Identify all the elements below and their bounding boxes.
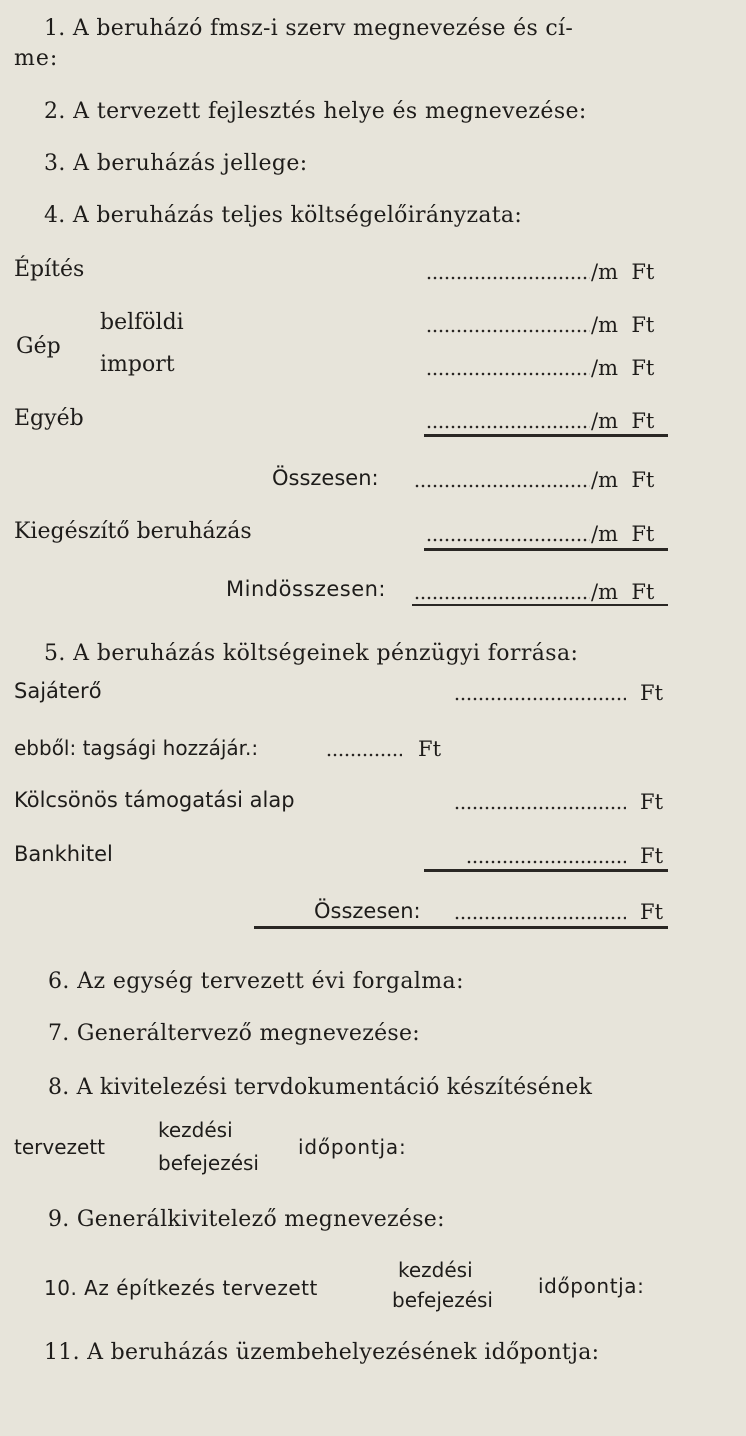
question-9: 9. Generálkivitelező megnevezése: xyxy=(48,1207,445,1232)
question-6: 6. Az egység tervezett évi forgalma: xyxy=(48,969,464,994)
source-bankhitel-label: Bankhitel xyxy=(14,842,113,866)
question-8: 8. A kivitelezési tervdokumentáció készítésének xyxy=(48,1075,593,1100)
question-8-befejezesi: befejezési xyxy=(158,1151,259,1175)
question-2: 2. A tervezett fejlesztés helye és megnevezése: xyxy=(44,99,587,124)
cost-egyeb-unit: /m Ft xyxy=(591,409,655,433)
cost-belfoldi-label: belföldi xyxy=(100,310,184,335)
cost-kiegeszito-label: Kiegészítő beruházás xyxy=(14,519,252,544)
source-osszesen-dots xyxy=(454,903,626,925)
source-osszesen-unit: Ft xyxy=(640,900,664,924)
question-7: 7. Generáltervező megnevezése: xyxy=(48,1021,421,1046)
cost-mindosszesen-unit: /m Ft xyxy=(591,580,655,604)
question-10-label: 10. Az építkezés tervezett xyxy=(44,1276,318,1300)
source-sajatero-label: Sajáterő xyxy=(14,679,102,703)
source-bankhitel-unit: Ft xyxy=(640,844,664,868)
source-total-rule xyxy=(254,926,668,929)
cost-mindosszesen-label: Mindösszesen: xyxy=(226,577,387,601)
cost-import-label: import xyxy=(100,352,175,377)
cost-osszesen-label: Összesen: xyxy=(272,466,379,490)
question-11: 11. A beruházás üzembehelyezésének időpontja: xyxy=(44,1340,600,1365)
source-ebbol-dots xyxy=(326,740,402,762)
cost-egyeb-label: Egyéb xyxy=(14,406,84,431)
source-sajatero-dots xyxy=(454,684,626,706)
cost-epites-label: Építés xyxy=(14,257,85,282)
source-osszesen-label: Összesen: xyxy=(314,899,421,923)
cost-kiegeszito-unit: /m Ft xyxy=(591,522,655,546)
cost-belfoldi-dots xyxy=(426,316,590,338)
source-kolcsonos-dots xyxy=(454,793,626,815)
question-3: 3. A beruházás jellege: xyxy=(44,151,308,176)
question-5: 5. A beruházás költségeinek pénzügyi forrása: xyxy=(44,641,579,666)
cost-osszesen-dots xyxy=(414,471,590,493)
cost-import-dots xyxy=(426,359,590,381)
cost-kiegeszito-dots xyxy=(426,525,590,547)
source-ebbol-label: ebből: tagsági hozzájár.: xyxy=(14,736,259,760)
cost-import-unit: /m Ft xyxy=(591,356,655,380)
cost-gep-label: Gép xyxy=(16,334,61,359)
question-8-tervezett: tervezett xyxy=(14,1135,105,1159)
question-8-kezdesi: kezdési xyxy=(158,1118,233,1142)
cost-subtotal-rule xyxy=(424,434,668,437)
question-1-line-2: me: xyxy=(14,46,59,71)
source-sajatero-unit: Ft xyxy=(640,681,664,705)
cost-egyeb-dots xyxy=(426,412,590,434)
source-bankhitel-dots xyxy=(466,847,626,869)
cost-osszesen-unit: /m Ft xyxy=(591,468,655,492)
question-4: 4. A beruházás teljes költségelőirányzata: xyxy=(44,203,523,228)
source-subtotal-rule xyxy=(424,869,668,872)
source-kolcsonos-unit: Ft xyxy=(640,790,664,814)
cost-total-rule xyxy=(412,604,668,606)
question-10-idopontja: időpontja: xyxy=(538,1274,645,1298)
cost-epites-dots xyxy=(426,263,590,285)
cost-mindosszesen-dots xyxy=(414,583,590,605)
question-1-line-1: 1. A beruházó fmsz-i szerv megnevezése és cí- xyxy=(44,16,574,41)
source-kolcsonos-label: Kölcsönös támogatási alap xyxy=(14,788,295,812)
cost-kiegeszito-rule xyxy=(424,548,668,551)
cost-belfoldi-unit: /m Ft xyxy=(591,313,655,337)
question-8-idopontja: időpontja: xyxy=(298,1135,407,1159)
cost-epites-unit: /m Ft xyxy=(591,260,655,284)
question-10-befejezesi: befejezési xyxy=(392,1288,493,1312)
question-10-kezdesi: kezdési xyxy=(398,1258,473,1282)
source-ebbol-unit: Ft xyxy=(418,737,442,761)
